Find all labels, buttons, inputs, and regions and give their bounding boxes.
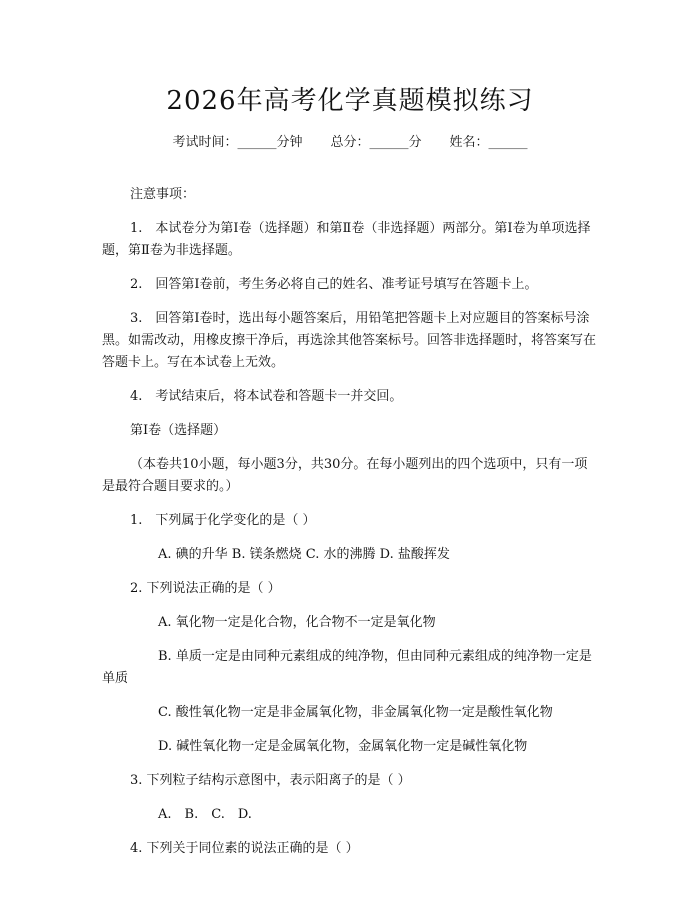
- exam-content: [102, 184, 598, 872]
- question-4-stem: 4. 下列关于同位素的说法正确的是（ ）: [130, 841, 359, 856]
- page-title: 2026年高考化学真题模拟练习: [166, 86, 534, 116]
- question-2-stem: 2. 下列说法正确的是（ ）: [130, 581, 281, 596]
- question-2-option-d: D. 碱性氧化物一定是金属氧化物，金属氧化物一定是碱性氧化物: [158, 739, 528, 754]
- question-3-stem: 3. 下列粒子结构示意图中，表示阳离子的是（ ）: [130, 773, 411, 788]
- section-intro: （本卷共10小题，每小题3分，共30分。在每小题列出的四个选项中，只有一项是最符合题目要求的。）: [102, 457, 588, 494]
- question-2-option-a: A. 氧化物一定是化合物，化合物不一定是氧化物: [158, 615, 436, 630]
- question-1-options: A. 碘的升华 B. 镁条燃烧 C. 水的沸腾 D. 盐酸挥发: [158, 547, 450, 562]
- notice-item-1: 1. 本试卷分为第Ⅰ卷（选择题）和第Ⅱ卷（非选择题）两部分。第Ⅰ卷为单项选择题，第Ⅱ卷为非选择题。: [102, 221, 591, 258]
- notice-item-2: 2. 回答第Ⅰ卷前，考生务必将自己的姓名、准考证号填写在答题卡上。: [130, 277, 538, 292]
- question-2-option-c: C. 酸性氧化物一定是非金属氧化物，非金属氧化物一定是酸性氧化物: [158, 705, 553, 720]
- question-3-options: A. B. C. D.: [158, 807, 252, 822]
- question-2-option-b: B. 单质一定是由同种元素组成的纯净物，但由同种元素组成的纯净物一定是单质: [102, 649, 592, 686]
- notice-item-4: 4. 考试结束后，将本试卷和答题卡一并交回。: [130, 389, 403, 404]
- exam-time-field: 考试时间：______分钟: [172, 135, 303, 150]
- notice-heading: 注意事项：: [130, 187, 196, 202]
- student-name-field: 姓名：______: [449, 135, 528, 150]
- total-score-field: 总分：______分: [330, 135, 422, 150]
- section-title: 第Ⅰ卷（选择题）: [130, 423, 227, 438]
- exam-meta: [0, 131, 700, 150]
- notice-item-3: 3. 回答第Ⅰ卷时，选出每小题答案后，用铅笔把答题卡上对应题目的答案标号涂黑。如需改动，用橡皮擦干净后，再选涂其他答案标号。回答非选择题时，将答案写在答题卡上。写在本试卷上无效。: [102, 311, 597, 370]
- question-1-stem: 1. 下列属于化学变化的是（ ）: [130, 513, 316, 528]
